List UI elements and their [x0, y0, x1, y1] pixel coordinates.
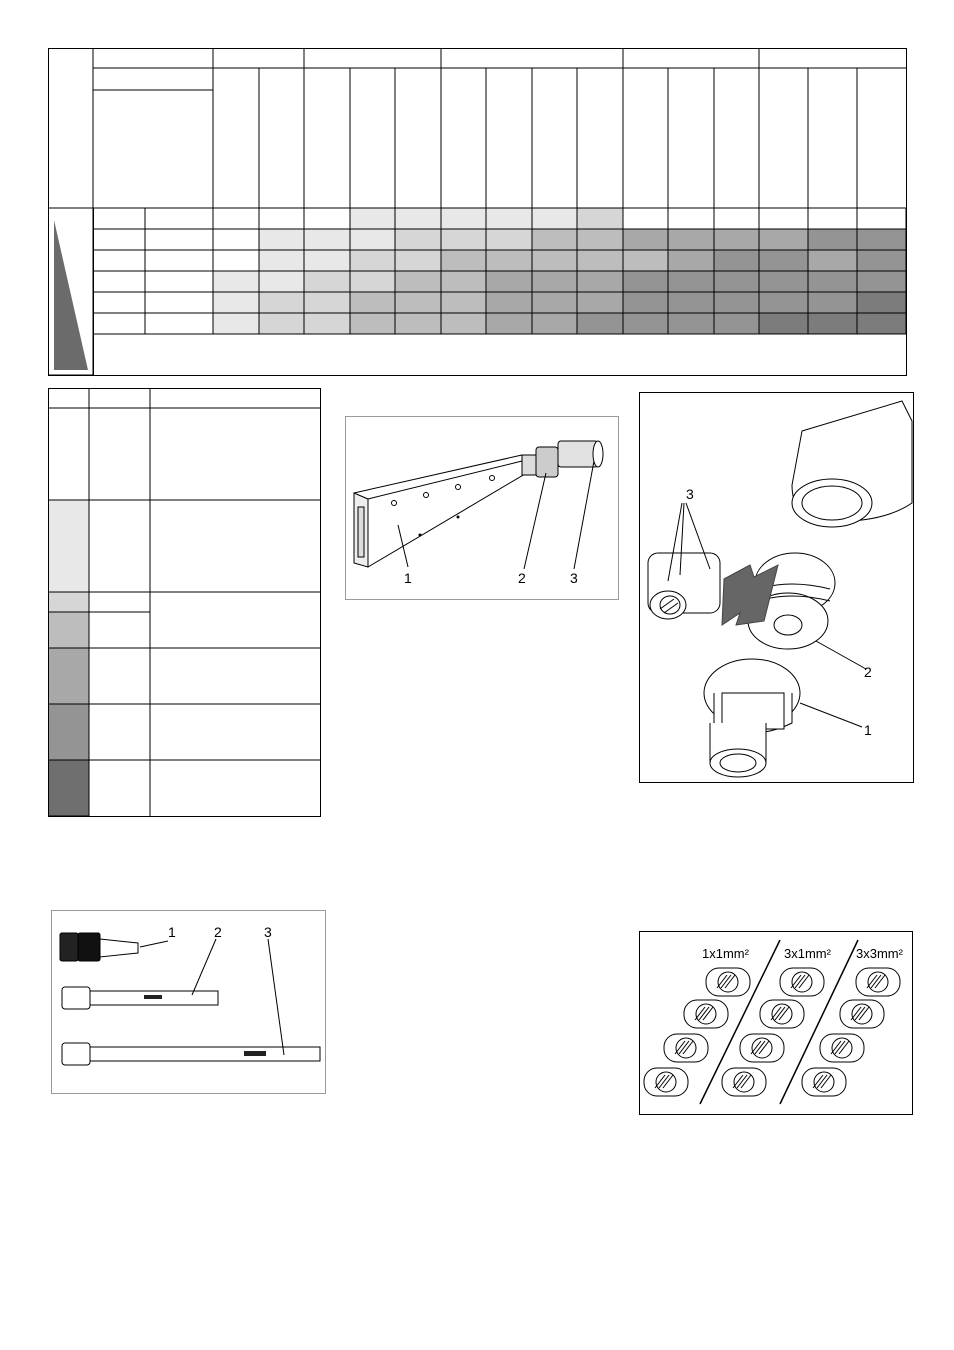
matrix-cell	[395, 250, 441, 271]
matrix-cell	[577, 313, 623, 334]
figure-cable-sizes	[639, 931, 913, 1115]
matrix-cell	[714, 271, 759, 292]
matrix-cell	[532, 250, 577, 271]
probe-callout-2: 2	[518, 570, 526, 586]
figure-cable-gland	[639, 392, 914, 783]
matrix-cell	[857, 208, 906, 229]
matrix-cell	[441, 313, 486, 334]
matrix-cell	[486, 229, 532, 250]
matrix-cell	[532, 313, 577, 334]
matrix-cell	[577, 229, 623, 250]
matrix-cell	[668, 271, 714, 292]
matrix-cell	[350, 271, 395, 292]
matrix-cell	[441, 271, 486, 292]
matrix-cell	[259, 208, 304, 229]
matrix-cell	[623, 250, 668, 271]
matrix-cell	[668, 208, 714, 229]
matrix-cell	[808, 208, 857, 229]
matrix-cell	[808, 292, 857, 313]
matrix-cell	[532, 229, 577, 250]
matrix-cell	[304, 292, 350, 313]
matrix-cell	[623, 292, 668, 313]
matrix-cell	[714, 250, 759, 271]
shading-matrix	[48, 48, 907, 376]
matrix-cell	[668, 250, 714, 271]
matrix-cell	[623, 208, 668, 229]
figure-probe-assembly	[345, 416, 619, 600]
matrix-cell	[395, 208, 441, 229]
shading-matrix-drawing	[48, 48, 907, 376]
matrix-cell	[759, 271, 808, 292]
matrix-cell	[304, 229, 350, 250]
matrix-cell	[714, 292, 759, 313]
matrix-cell	[213, 208, 259, 229]
matrix-cell	[213, 229, 259, 250]
matrix-cell	[857, 313, 906, 334]
matrix-cell	[213, 313, 259, 334]
rods-callout-2: 2	[214, 924, 222, 940]
matrix-cell	[668, 292, 714, 313]
matrix-cell	[350, 313, 395, 334]
matrix-cell	[808, 250, 857, 271]
matrix-cell	[259, 271, 304, 292]
cable-size-3x3: 3x3mm²	[856, 946, 903, 961]
cable-size-1x1: 1x1mm²	[702, 946, 749, 961]
matrix-cell	[857, 229, 906, 250]
matrix-cell	[350, 208, 395, 229]
cable-gland-drawing-icon	[640, 393, 913, 782]
matrix-cell	[441, 250, 486, 271]
matrix-cell	[759, 313, 808, 334]
matrix-cell	[623, 313, 668, 334]
matrix-cell	[577, 208, 623, 229]
matrix-cell	[259, 250, 304, 271]
matrix-cell	[623, 229, 668, 250]
probe-callout-3: 3	[570, 570, 578, 586]
matrix-cell	[808, 271, 857, 292]
matrix-cell	[759, 250, 808, 271]
cable-size-3x1: 3x1mm²	[784, 946, 831, 961]
rods-callout-3: 3	[264, 924, 272, 940]
matrix-cell	[714, 313, 759, 334]
matrix-cell	[441, 208, 486, 229]
matrix-cell	[350, 250, 395, 271]
matrix-cell	[808, 313, 857, 334]
matrix-cell	[857, 250, 906, 271]
gland-callout-2: 2	[864, 664, 872, 680]
matrix-cell	[714, 229, 759, 250]
matrix-cell	[350, 229, 395, 250]
legend-swatch-6	[49, 760, 90, 816]
matrix-cell	[350, 292, 395, 313]
matrix-cell	[259, 313, 304, 334]
gland-callout-1: 1	[864, 722, 872, 738]
matrix-cell	[532, 292, 577, 313]
figure-probe-lengths	[51, 910, 326, 1094]
matrix-cell	[213, 271, 259, 292]
matrix-cell	[577, 271, 623, 292]
matrix-cell	[668, 313, 714, 334]
legend-swatch-1	[49, 500, 90, 592]
legend-swatch-2	[49, 592, 90, 612]
matrix-cell	[304, 313, 350, 334]
matrix-cell	[532, 271, 577, 292]
matrix-cell	[577, 292, 623, 313]
shade-legend	[48, 388, 321, 817]
matrix-cell	[395, 292, 441, 313]
matrix-cell	[259, 229, 304, 250]
matrix-cell	[759, 292, 808, 313]
matrix-cell	[395, 229, 441, 250]
rods-callout-1: 1	[168, 924, 176, 940]
cable-sizes-drawing-icon	[640, 932, 912, 1114]
shade-legend-drawing	[48, 388, 321, 817]
matrix-cell	[486, 292, 532, 313]
matrix-cell	[441, 292, 486, 313]
matrix-cell	[532, 208, 577, 229]
matrix-cell	[857, 292, 906, 313]
probe-callout-1: 1	[404, 570, 412, 586]
matrix-cell	[714, 208, 759, 229]
matrix-cell	[486, 250, 532, 271]
matrix-cell	[577, 250, 623, 271]
matrix-cell	[486, 208, 532, 229]
matrix-cell	[304, 271, 350, 292]
matrix-cell	[304, 250, 350, 271]
probe-lengths-drawing-icon	[52, 911, 325, 1093]
matrix-cell	[623, 271, 668, 292]
matrix-cell	[808, 229, 857, 250]
matrix-cell	[213, 250, 259, 271]
matrix-cell	[441, 229, 486, 250]
matrix-cell	[759, 229, 808, 250]
probe-drawing-icon	[346, 417, 618, 599]
matrix-cell	[857, 271, 906, 292]
legend-swatch-4	[49, 648, 90, 704]
matrix-cell	[486, 313, 532, 334]
matrix-cell	[668, 229, 714, 250]
gland-callout-3: 3	[686, 486, 694, 502]
legend-swatch-5	[49, 704, 90, 760]
matrix-cell	[213, 292, 259, 313]
legend-swatch-3	[49, 612, 90, 648]
matrix-cell	[395, 313, 441, 334]
matrix-cell	[759, 208, 808, 229]
matrix-cell	[304, 208, 350, 229]
matrix-cell	[259, 292, 304, 313]
matrix-cell	[486, 271, 532, 292]
matrix-cell	[395, 271, 441, 292]
